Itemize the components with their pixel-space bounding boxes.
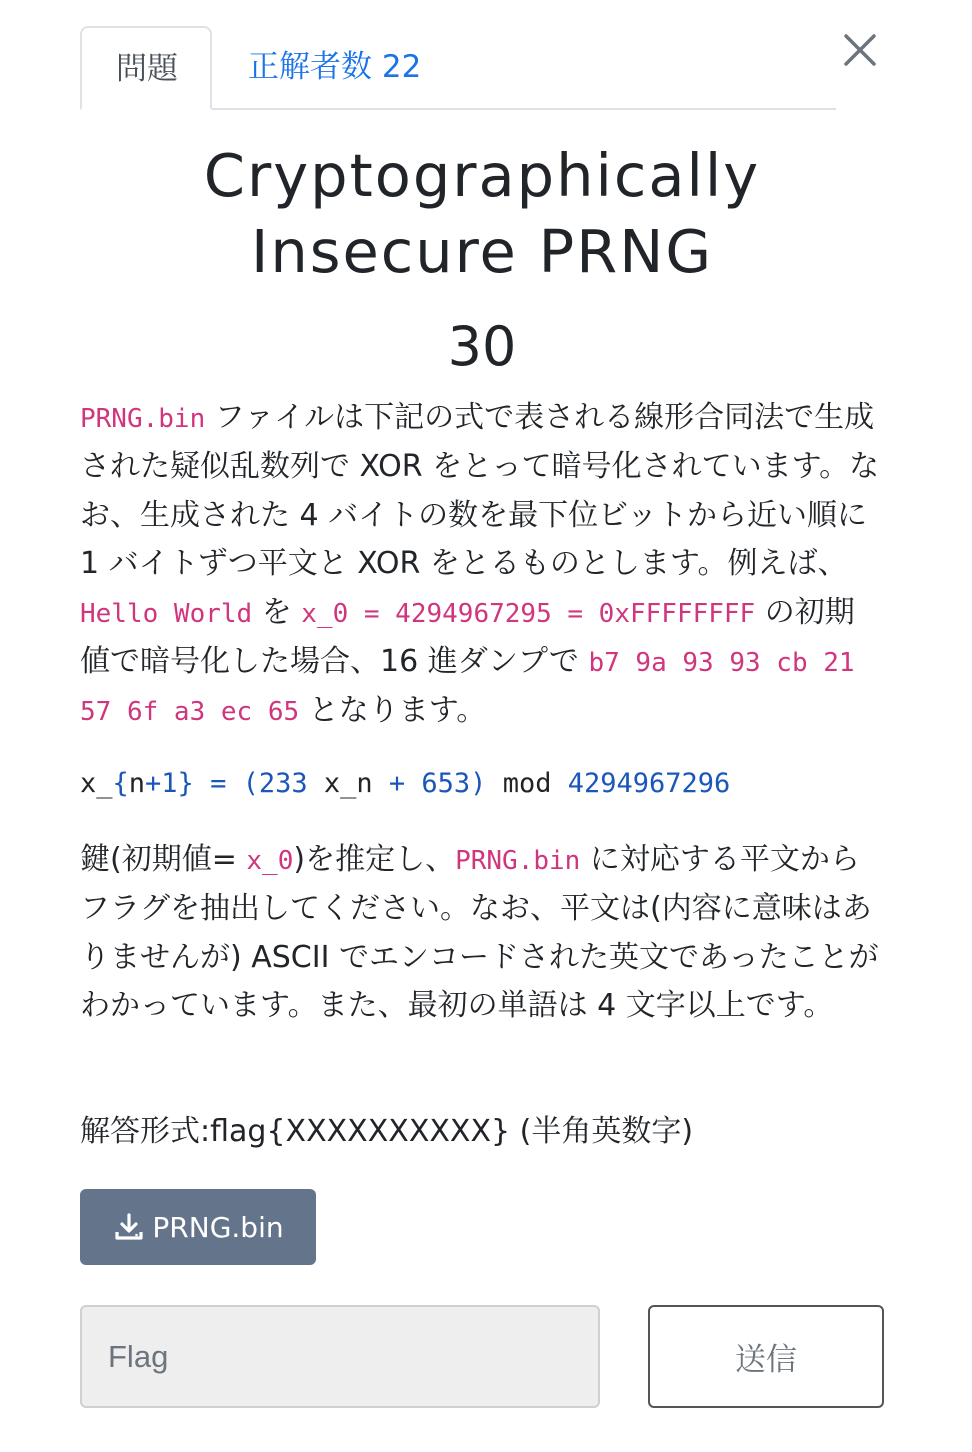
text-segment: ファイルは下記の式で表される線形合同法で生成された疑似乱数列で XOR をとって暗号化されています。なお、生成された 4 バイトの数を最下位ビットから近い順に 1 バイトずつ平文と XOR をとるものとします。例えば、	[80, 400, 880, 582]
inline-code: x_0 = 4294967295 = 0xFFFFFFFF	[301, 598, 756, 629]
text-segment: )を推定し、	[293, 842, 456, 877]
description-paragraph-1	[80, 394, 880, 737]
lcg-formula	[80, 760, 880, 808]
text-segment: に対応する平文からフラグを抽出してください。なお、平文は(内容に意味はありませんが) ASCII でエンコードされた英文であったことがわかっています。また、最初の単語は 4 文字以上です。	[80, 842, 879, 1024]
close-button[interactable]	[838, 28, 882, 72]
download-icon	[112, 1210, 146, 1244]
formula-token: x_	[80, 768, 113, 799]
inline-code: b7 9a 93 93 cb 21 57 6f a3 ec 65	[80, 648, 855, 728]
inline-code: x_0	[246, 846, 294, 876]
challenge-points: 30	[447, 315, 517, 378]
tab-bar	[80, 26, 836, 110]
text-segment: となります。	[299, 693, 487, 729]
download-label: PRNG.bin	[152, 1210, 284, 1244]
challenge-title: Cryptographically Insecure PRNG	[203, 141, 761, 286]
text-segment: 鍵(初期値=	[80, 842, 247, 877]
formula-token: x_n	[323, 768, 373, 799]
download-button[interactable]	[80, 1189, 316, 1265]
text-segment: を	[252, 594, 302, 630]
close-icon	[838, 28, 882, 72]
flag-input[interactable]	[80, 1305, 600, 1408]
inline-code: Hello World	[80, 598, 253, 629]
formula-token: +1} = (233	[145, 768, 324, 799]
tab-problem[interactable]: 問題	[80, 26, 212, 110]
text-segment: の初期値で暗号化した場合、16 進ダンプで	[80, 594, 855, 680]
formula-token: mod	[502, 768, 568, 799]
answer-format: 解答形式:flag{XXXXXXXXXX} (半角英数字)	[80, 1114, 694, 1149]
description-paragraph-2	[80, 836, 880, 1031]
formula-token: n	[128, 768, 146, 799]
submit-button[interactable]: 送信	[648, 1305, 884, 1408]
tab-solvers[interactable]: 正解者数 22	[248, 49, 422, 85]
inline-code: PRNG.bin	[80, 404, 206, 434]
formula-token: {	[112, 768, 129, 799]
inline-code: PRNG.bin	[455, 846, 581, 876]
formula-token: 4294967296	[567, 768, 731, 799]
formula-token: + 653)	[372, 768, 503, 799]
